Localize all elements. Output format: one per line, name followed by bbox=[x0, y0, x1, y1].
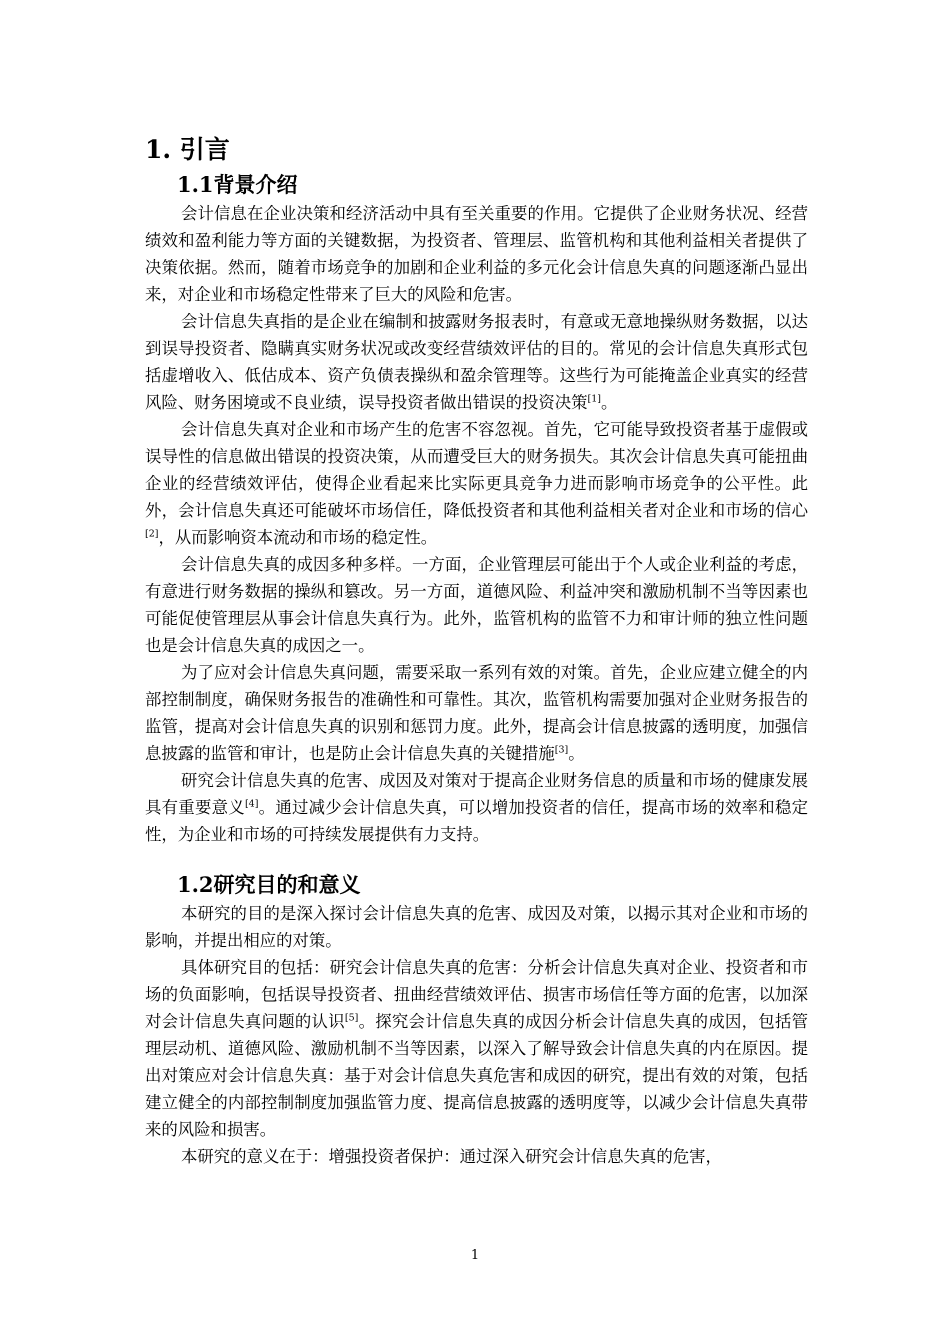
paragraph-text: 为了应对会计信息失真问题，需要采取一系列有效的对策。首先，企业应建立健全的内部控制制度，确保财务报告的准确性和可靠性。其次，监管机构需要加强对企业财务报告的监管，提高对会计信息失真的识别和惩罚力度。此外，提高会计信息披露的透明度，加强信息披露的监管和审计，也是防止会计信息失真的关键措施 bbox=[145, 663, 808, 763]
citation-ref[interactable]: [5] bbox=[344, 1012, 359, 1024]
citation-ref[interactable]: [1] bbox=[587, 393, 602, 405]
paragraph bbox=[145, 308, 808, 416]
paragraph bbox=[145, 767, 808, 848]
section-heading-purpose: 1.2研究目的和意义 bbox=[177, 872, 361, 897]
paragraph bbox=[145, 416, 808, 551]
paragraph-text: 。通过减少会计信息失真，可以增加投资者的信任，提高市场的效率和稳定性，为企业和市场的可持续发展提供有力支持。 bbox=[145, 798, 809, 844]
citation-ref[interactable]: [4] bbox=[244, 798, 259, 810]
paragraph-text: 研究会计信息失真的危害、成因及对策对于提高企业财务信息的质量和市场的健康发展具有重要意义 bbox=[145, 771, 808, 817]
paragraph: 会计信息失真的成因多种多样。一方面，企业管理层可能出于个人或企业利益的考虑，有意进行财务数据的操纵和篡改。另一方面，道德风险、利益冲突和激励机制不当等因素也可能促使管理层从事会计信息失真行为。此外，监管机构的监管不力和审计师的独立性问题也是会计信息失真的成因之一。 bbox=[145, 555, 808, 655]
paragraph-text: 会计信息失真对企业和市场产生的危害不容忽视。首先，它可能导致投资者基于虚假或误导性的信息做出错误的投资决策，从而遭受巨大的财务损失。其次会计信息失真可能扭曲企业的经营绩效评估，使得企业看起来比实际更具竞争力进而影响市场竞争的公平性。此外，会计信息失真还可能破坏市场信任，降低投资者和其他利益相关者对企业和市场的信心 bbox=[145, 420, 808, 520]
citation-ref[interactable]: [3] bbox=[554, 744, 569, 756]
section-heading-background: 1.1背景介绍 bbox=[177, 172, 298, 197]
paragraph: 本研究的目的是深入探讨会计信息失真的危害、成因及对策，以揭示其对企业和市场的影响，并提出相应的对策。 bbox=[145, 904, 808, 950]
paragraph-text: 。探究会计信息失真的成因分析会计信息失真的成因，包括管理层动机、道德风险、激励机制不当等因素，以深入了解导致会计信息失真的内在原因。提出对策应对会计信息失真：基于对会计信息失真危害和成因的研究，提出有效的对策，包括建立健全的内部控制制度加强监管力度、提高信息披露的透明度等，以减少会计信息失真带来的风险和损害。 bbox=[145, 1012, 809, 1139]
paragraph-text: 会计信息失真指的是企业在编制和披露财务报表时，有意或无意地操纵财务数据，以达到误导投资者、隐瞒真实财务状况或改变经营绩效评估的目的。常见的会计信息失真形式包括虚增收入、低估成本、资产负债表操纵和盈余管理等。这些行为可能掩盖企业真实的经营风险、财务困境或不良业绩，误导投资者做出错误的投资决策 bbox=[145, 312, 808, 412]
paragraph-text: 。 bbox=[601, 393, 618, 412]
paragraph bbox=[145, 954, 808, 1143]
paragraph: 会计信息在企业决策和经济活动中具有至关重要的作用。它提供了企业财务状况、经营绩效和盈利能力等方面的关键数据，为投资者、管理层、监管机构和其他利益相关者提供了决策依据。然而，随着市场竞争的加剧和企业利益的多元化会计信息失真的问题逐渐凸显出来，对企业和市场稳定性带来了巨大的风险和危害。 bbox=[145, 204, 808, 304]
paragraph: 本研究的意义在于：增强投资者保护：通过深入研究会计信息失真的危害， bbox=[181, 1147, 722, 1166]
chapter-heading: 1. 引言 bbox=[145, 135, 230, 164]
paragraph-text: 。 bbox=[568, 744, 585, 763]
citation-ref[interactable]: [2] bbox=[145, 528, 159, 540]
page-content bbox=[145, 132, 808, 1170]
paragraph-text: 具体研究目的包括：研究会计信息失真的危害：分析会计信息失真对企业、投资者和市场的负面影响，包括误导投资者、扭曲经营绩效评估、损害市场信任等方面的危害，以加深对会计信息失真问题的认识 bbox=[145, 958, 808, 1031]
page-number: 1 bbox=[470, 1248, 480, 1263]
paragraph-text: ，从而影响资本流动和市场的稳定性。 bbox=[158, 528, 438, 547]
paragraph bbox=[145, 659, 808, 767]
